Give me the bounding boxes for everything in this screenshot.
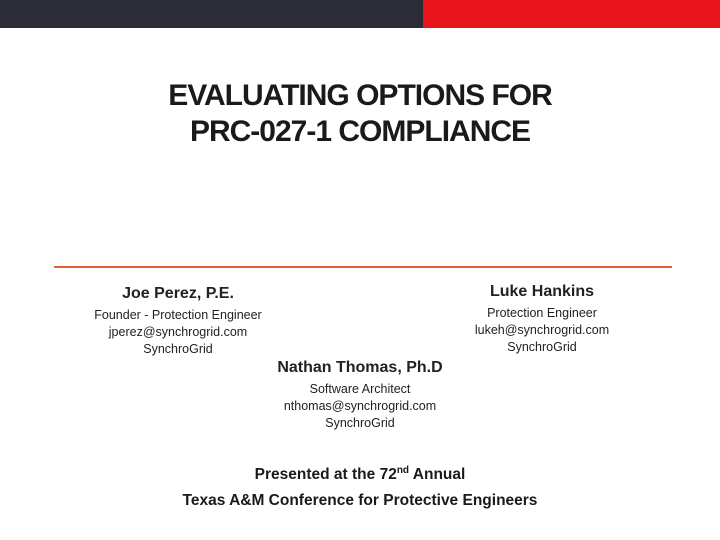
header-bar-accent: [423, 0, 720, 28]
author-company: SynchroGrid: [507, 340, 577, 354]
author-role: Software Architect: [309, 382, 411, 396]
author-company: SynchroGrid: [325, 416, 395, 430]
author-role: Protection Engineer: [487, 306, 597, 320]
author-role: Founder - Protection Engineer: [94, 308, 262, 322]
title-line-1: EVALUATING OPTIONS FOR: [168, 79, 552, 112]
author-luke-hankins: [432, 282, 652, 356]
conference-name: Texas A&M Conference for Protective Engineers: [182, 492, 538, 509]
header-bar-dark: [0, 0, 423, 28]
author-email: nthomas@synchrogrid.com: [283, 399, 437, 413]
author-joe-perez: [68, 284, 288, 358]
presented-at-line: [0, 464, 720, 486]
author-email: lukeh@synchrogrid.com: [474, 323, 610, 337]
presented-prefix: Presented at the 72: [254, 466, 397, 483]
author-name: Joe Perez, P.E.: [122, 285, 234, 302]
slide-title: [0, 78, 720, 150]
author-nathan-thomas: [250, 358, 470, 432]
author-email: jperez@synchrogrid.com: [108, 325, 248, 339]
presented-suffix: Annual: [409, 466, 466, 483]
author-name: Nathan Thomas, Ph.D: [277, 359, 443, 376]
author-name: Luke Hankins: [489, 283, 595, 300]
author-company: SynchroGrid: [143, 342, 213, 356]
ordinal-suffix: nd: [396, 464, 410, 476]
divider-line: [54, 266, 672, 268]
title-line-2: PRC-027-1 COMPLIANCE: [189, 115, 531, 148]
